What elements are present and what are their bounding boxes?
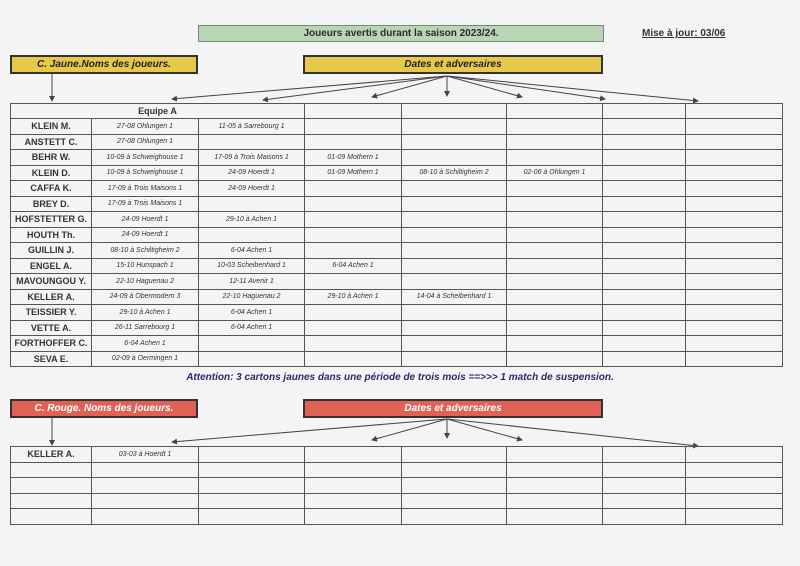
header-cell <box>305 104 402 119</box>
date-opponent-cell <box>305 196 402 212</box>
red-player-row <box>11 447 783 463</box>
yellow-player-row <box>11 320 783 336</box>
yellow-team-row <box>11 104 783 119</box>
yellow-player-row <box>11 196 783 212</box>
date-opponent-cell: 24-09 à Obermodern 3 <box>92 289 199 305</box>
date-opponent-cell: 11-05 à Sarrebourg 1 <box>199 119 305 135</box>
header-cell <box>603 104 686 119</box>
date-opponent-cell: 08-10 à Schiltigheim 2 <box>92 243 199 259</box>
date-opponent-cell <box>507 289 603 305</box>
header-cell <box>402 104 507 119</box>
date-opponent-cell <box>507 150 603 166</box>
date-opponent-cell <box>305 227 402 243</box>
date-opponent-cell <box>603 134 686 150</box>
date-opponent-cell <box>507 227 603 243</box>
yellow-player-row <box>11 336 783 352</box>
yellow-player-row <box>11 274 783 290</box>
player-name: CAFFA K. <box>11 181 92 197</box>
date-opponent-cell <box>507 462 603 478</box>
player-name <box>11 509 92 525</box>
date-opponent-cell: 29-10 à Achen 1 <box>92 305 199 321</box>
date-opponent-cell: 01-09 Mothern 1 <box>305 165 402 181</box>
player-name: BREY D. <box>11 196 92 212</box>
date-opponent-cell: 6-04 Achen 1 <box>199 320 305 336</box>
date-opponent-cell <box>507 196 603 212</box>
date-opponent-cell <box>603 305 686 321</box>
player-name: TEISSIER Y. <box>11 305 92 321</box>
red-card-table <box>10 446 783 525</box>
arrow-yellow-7 <box>447 76 698 101</box>
date-opponent-cell <box>402 462 507 478</box>
player-name: FORTHOFFER C. <box>11 336 92 352</box>
date-opponent-cell: 22-10 Haguenau 2 <box>92 274 199 290</box>
date-opponent-cell <box>305 305 402 321</box>
team-label: Equipe A <box>11 104 305 119</box>
date-opponent-cell <box>603 336 686 352</box>
date-opponent-cell <box>507 478 603 494</box>
date-opponent-cell: 24-09 Hoerdt 1 <box>199 181 305 197</box>
date-opponent-cell <box>199 336 305 352</box>
arrow-yellow-5 <box>447 76 522 97</box>
date-opponent-cell <box>686 165 783 181</box>
date-opponent-cell <box>305 351 402 367</box>
date-opponent-cell <box>305 320 402 336</box>
player-name: ANSTETT C. <box>11 134 92 150</box>
date-opponent-cell <box>305 134 402 150</box>
red-player-row <box>11 462 783 478</box>
date-opponent-cell: 24-09 Hoerdt 1 <box>92 212 199 228</box>
date-opponent-cell: 22-10 Haguenau 2 <box>199 289 305 305</box>
date-opponent-cell: 10-09 à Schweighouse 1 <box>92 150 199 166</box>
date-opponent-cell <box>507 351 603 367</box>
date-opponent-cell <box>603 289 686 305</box>
yellow-player-row <box>11 165 783 181</box>
date-opponent-cell <box>507 274 603 290</box>
red-player-row <box>11 509 783 525</box>
date-opponent-cell <box>199 462 305 478</box>
date-opponent-cell: 24-09 Hoerdt 1 <box>199 165 305 181</box>
date-opponent-cell <box>603 165 686 181</box>
date-opponent-cell <box>507 493 603 509</box>
date-opponent-cell: 6-04 Achen 1 <box>305 258 402 274</box>
date-opponent-cell: 6-04 Achen 1 <box>92 336 199 352</box>
date-opponent-cell <box>507 509 603 525</box>
player-name: HOFSTETTER G. <box>11 212 92 228</box>
date-opponent-cell <box>686 351 783 367</box>
date-opponent-cell <box>305 243 402 259</box>
date-opponent-cell <box>507 320 603 336</box>
date-opponent-cell <box>402 227 507 243</box>
player-name: SEVA E. <box>11 351 92 367</box>
date-opponent-cell <box>507 134 603 150</box>
yellow-player-row <box>11 119 783 135</box>
date-opponent-cell: 17-09 à Trois Maisons 1 <box>199 150 305 166</box>
date-opponent-cell <box>402 181 507 197</box>
date-opponent-cell <box>686 493 783 509</box>
date-opponent-cell: 02-09 à Oermingen 1 <box>92 351 199 367</box>
date-opponent-cell <box>92 462 199 478</box>
header-cell <box>686 104 783 119</box>
player-name: KELLER A. <box>11 289 92 305</box>
date-opponent-cell <box>603 320 686 336</box>
date-opponent-cell <box>603 243 686 259</box>
date-opponent-cell <box>199 509 305 525</box>
date-opponent-cell <box>402 243 507 259</box>
yellow-player-row <box>11 227 783 243</box>
date-opponent-cell <box>686 274 783 290</box>
player-name: KLEIN D. <box>11 165 92 181</box>
date-opponent-cell <box>305 181 402 197</box>
date-opponent-cell <box>507 258 603 274</box>
attention-note: Attention: 3 cartons jaunes dans une période de trois mois ==>>> 1 match de suspension. <box>186 372 614 383</box>
date-opponent-cell <box>686 181 783 197</box>
date-opponent-cell <box>686 196 783 212</box>
date-opponent-cell <box>686 119 783 135</box>
date-opponent-cell <box>507 181 603 197</box>
date-opponent-cell <box>686 289 783 305</box>
date-opponent-cell <box>402 134 507 150</box>
date-opponent-cell <box>92 509 199 525</box>
player-name: ENGEL A. <box>11 258 92 274</box>
date-opponent-cell: 10-09 à Schweighouse 1 <box>92 165 199 181</box>
date-opponent-cell <box>199 134 305 150</box>
date-opponent-cell: 15-10 Hunspach 1 <box>92 258 199 274</box>
yellow-card-dates-header: Dates et adversaires <box>303 55 603 74</box>
red-card-dates-header: Dates et adversaires <box>303 399 603 418</box>
date-opponent-cell <box>199 196 305 212</box>
date-opponent-cell: 29-10 à Achen 1 <box>305 289 402 305</box>
date-opponent-cell: 24-09 Hoerdt 1 <box>92 227 199 243</box>
date-opponent-cell <box>686 478 783 494</box>
player-name <box>11 462 92 478</box>
player-name: KLEIN M. <box>11 119 92 135</box>
yellow-player-row <box>11 289 783 305</box>
date-opponent-cell <box>603 351 686 367</box>
date-opponent-cell <box>402 493 507 509</box>
date-opponent-cell <box>305 493 402 509</box>
date-opponent-cell: 02-06 à Ohlungen 1 <box>507 165 603 181</box>
date-opponent-cell <box>199 493 305 509</box>
date-opponent-cell <box>686 212 783 228</box>
date-opponent-cell <box>507 243 603 259</box>
yellow-player-row <box>11 351 783 367</box>
date-opponent-cell: 01-09 Mothern 1 <box>305 150 402 166</box>
red-player-row <box>11 478 783 494</box>
yellow-card-names-header: C. Jaune.Noms des joueurs. <box>10 55 198 74</box>
date-opponent-cell <box>402 119 507 135</box>
date-opponent-cell <box>686 134 783 150</box>
date-opponent-cell <box>603 227 686 243</box>
date-opponent-cell <box>402 212 507 228</box>
yellow-player-row <box>11 305 783 321</box>
date-opponent-cell <box>603 478 686 494</box>
date-opponent-cell <box>402 150 507 166</box>
red-card-names-header: C. Rouge. Noms des joueurs. <box>10 399 198 418</box>
date-opponent-cell <box>402 258 507 274</box>
date-opponent-cell <box>92 493 199 509</box>
date-opponent-cell <box>507 336 603 352</box>
date-opponent-cell <box>603 258 686 274</box>
date-opponent-cell: 6-04 Achen 1 <box>199 305 305 321</box>
date-opponent-cell: 27-08 Ohlungen 1 <box>92 134 199 150</box>
player-name <box>11 478 92 494</box>
header-cell <box>507 104 603 119</box>
date-opponent-cell: 08-10 à Schiltigheim 2 <box>402 165 507 181</box>
arrow-red-5 <box>447 419 698 446</box>
date-opponent-cell: 10-03 Scheibenhard 1 <box>199 258 305 274</box>
player-name <box>11 493 92 509</box>
date-opponent-cell <box>305 212 402 228</box>
date-opponent-cell <box>686 227 783 243</box>
date-opponent-cell: 17-09 à Trois Maisons 1 <box>92 181 199 197</box>
date-opponent-cell <box>402 478 507 494</box>
date-opponent-cell <box>686 509 783 525</box>
date-opponent-cell <box>686 150 783 166</box>
date-opponent-cell: 27-08 Ohlungen 1 <box>92 119 199 135</box>
player-name: MAVOUNGOU Y. <box>11 274 92 290</box>
date-opponent-cell <box>305 447 402 463</box>
date-opponent-cell <box>686 336 783 352</box>
date-opponent-cell <box>402 274 507 290</box>
date-opponent-cell <box>402 305 507 321</box>
date-opponent-cell <box>603 181 686 197</box>
date-opponent-cell <box>603 509 686 525</box>
page-title: Joueurs avertis durant la saison 2023/24. <box>198 25 604 42</box>
yellow-player-row <box>11 258 783 274</box>
date-opponent-cell <box>92 478 199 494</box>
yellow-player-row <box>11 243 783 259</box>
player-name: VETTE A. <box>11 320 92 336</box>
date-opponent-cell <box>199 478 305 494</box>
date-opponent-cell: 17-09 à Trois Maisons 1 <box>92 196 199 212</box>
date-opponent-cell <box>305 119 402 135</box>
date-opponent-cell <box>686 447 783 463</box>
date-opponent-cell <box>402 447 507 463</box>
date-opponent-cell <box>305 274 402 290</box>
date-opponent-cell <box>603 274 686 290</box>
update-date: Mise à jour: 03/06 <box>642 28 726 39</box>
yellow-player-row <box>11 134 783 150</box>
arrow-yellow-2 <box>263 76 447 100</box>
date-opponent-cell <box>686 320 783 336</box>
date-opponent-cell <box>305 509 402 525</box>
date-opponent-cell <box>305 462 402 478</box>
date-opponent-cell <box>603 150 686 166</box>
date-opponent-cell: 03-03 à Hoerdt 1 <box>92 447 199 463</box>
date-opponent-cell: 14-04 à Scheibenhard 1 <box>402 289 507 305</box>
player-name: BEHR W. <box>11 150 92 166</box>
arrow-yellow-6 <box>447 76 605 99</box>
date-opponent-cell <box>603 447 686 463</box>
date-opponent-cell <box>686 305 783 321</box>
yellow-player-row <box>11 212 783 228</box>
date-opponent-cell <box>402 336 507 352</box>
player-name: KELLER A. <box>11 447 92 463</box>
date-opponent-cell <box>603 196 686 212</box>
arrow-red-4 <box>447 419 522 440</box>
date-opponent-cell <box>402 320 507 336</box>
yellow-player-row <box>11 150 783 166</box>
date-opponent-cell <box>507 119 603 135</box>
date-opponent-cell <box>507 447 603 463</box>
date-opponent-cell: 26-11 Sarrebourg 1 <box>92 320 199 336</box>
date-opponent-cell <box>686 243 783 259</box>
date-opponent-cell: 6-04 Achen 1 <box>199 243 305 259</box>
date-opponent-cell <box>507 212 603 228</box>
date-opponent-cell <box>305 336 402 352</box>
date-opponent-cell <box>603 493 686 509</box>
date-opponent-cell <box>603 462 686 478</box>
date-opponent-cell <box>507 305 603 321</box>
date-opponent-cell <box>402 509 507 525</box>
yellow-card-table <box>10 103 783 367</box>
date-opponent-cell <box>199 227 305 243</box>
date-opponent-cell <box>603 119 686 135</box>
date-opponent-cell: 29-10 à Achen 1 <box>199 212 305 228</box>
date-opponent-cell <box>305 478 402 494</box>
date-opponent-cell <box>199 351 305 367</box>
date-opponent-cell: 12-11 Avenir 1 <box>199 274 305 290</box>
date-opponent-cell <box>402 351 507 367</box>
date-opponent-cell <box>686 462 783 478</box>
date-opponent-cell <box>199 447 305 463</box>
player-name: HOUTH Th. <box>11 227 92 243</box>
date-opponent-cell <box>402 196 507 212</box>
date-opponent-cell <box>603 212 686 228</box>
player-name: GUILLIN J. <box>11 243 92 259</box>
yellow-player-row <box>11 181 783 197</box>
date-opponent-cell <box>686 258 783 274</box>
red-player-row <box>11 493 783 509</box>
